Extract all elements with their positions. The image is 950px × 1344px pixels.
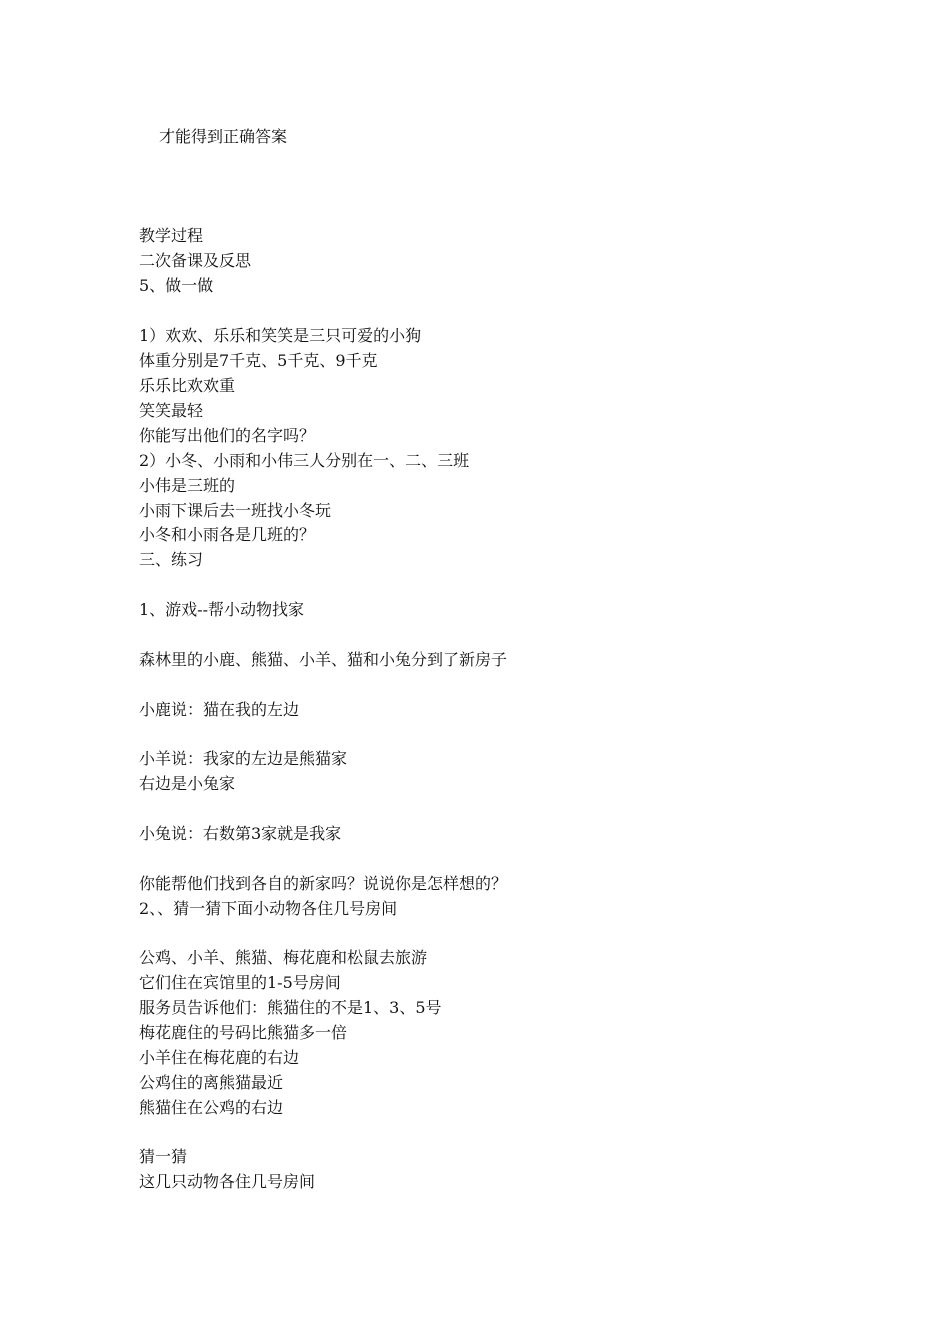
text-line: 小冬和小雨各是几班的？	[139, 525, 316, 544]
text-line: 三、练习	[139, 550, 204, 569]
text-line: 它们住在宾馆里的1-5号房间	[139, 973, 341, 992]
text-line: 公鸡、小羊、熊猫、梅花鹿和松鼠去旅游	[139, 948, 428, 967]
text-line: 笑笑最轻	[139, 401, 204, 420]
text-line: 梅花鹿住的号码比熊猫多一倍	[139, 1023, 348, 1042]
text-line: 小兔说：右数第3家就是我家	[139, 824, 342, 843]
text-line: 这几只动物各住几号房间	[139, 1172, 316, 1191]
text-line: 才能得到正确答案	[159, 127, 288, 146]
text-line: 服务员告诉他们：熊猫住的不是1、3、5号	[139, 998, 442, 1017]
text-line: 你能写出他们的名字吗？	[139, 426, 316, 445]
text-line: 1）欢欢、乐乐和笑笑是三只可爱的小狗	[139, 326, 422, 345]
text-line: 你能帮他们找到各自的新家吗？说说你是怎样想的？	[139, 874, 508, 893]
text-line: 5、做一做	[139, 276, 214, 295]
text-line: 2、、猜一猜下面小动物各住几号房间	[139, 899, 398, 918]
text-line: 1、游戏--帮小动物找家	[139, 600, 304, 619]
text-line: 公鸡住的离熊猫最近	[139, 1073, 284, 1092]
text-line: 小伟是三班的	[139, 476, 236, 495]
text-line: 教学过程	[139, 226, 204, 245]
text-line: 二次备课及反思	[139, 251, 252, 270]
text-line: 森林里的小鹿、熊猫、小羊、猫和小兔分到了新房子	[139, 650, 508, 669]
text-line: 体重分别是7千克、5千克、9千克	[139, 351, 378, 370]
text-line: 熊猫住在公鸡的右边	[139, 1098, 284, 1117]
text-line: 小羊说：我家的左边是熊猫家	[139, 749, 348, 768]
text-line: 乐乐比欢欢重	[139, 376, 236, 395]
text-line: 2）小冬、小雨和小伟三人分别在一、二、三班	[139, 451, 470, 470]
text-line: 小鹿说：猫在我的左边	[139, 700, 300, 719]
text-line: 猜一猜	[139, 1147, 188, 1166]
text-line: 小羊住在梅花鹿的右边	[139, 1048, 300, 1067]
text-line: 小雨下课后去一班找小冬玩	[139, 501, 332, 520]
text-line: 右边是小兔家	[139, 774, 236, 793]
